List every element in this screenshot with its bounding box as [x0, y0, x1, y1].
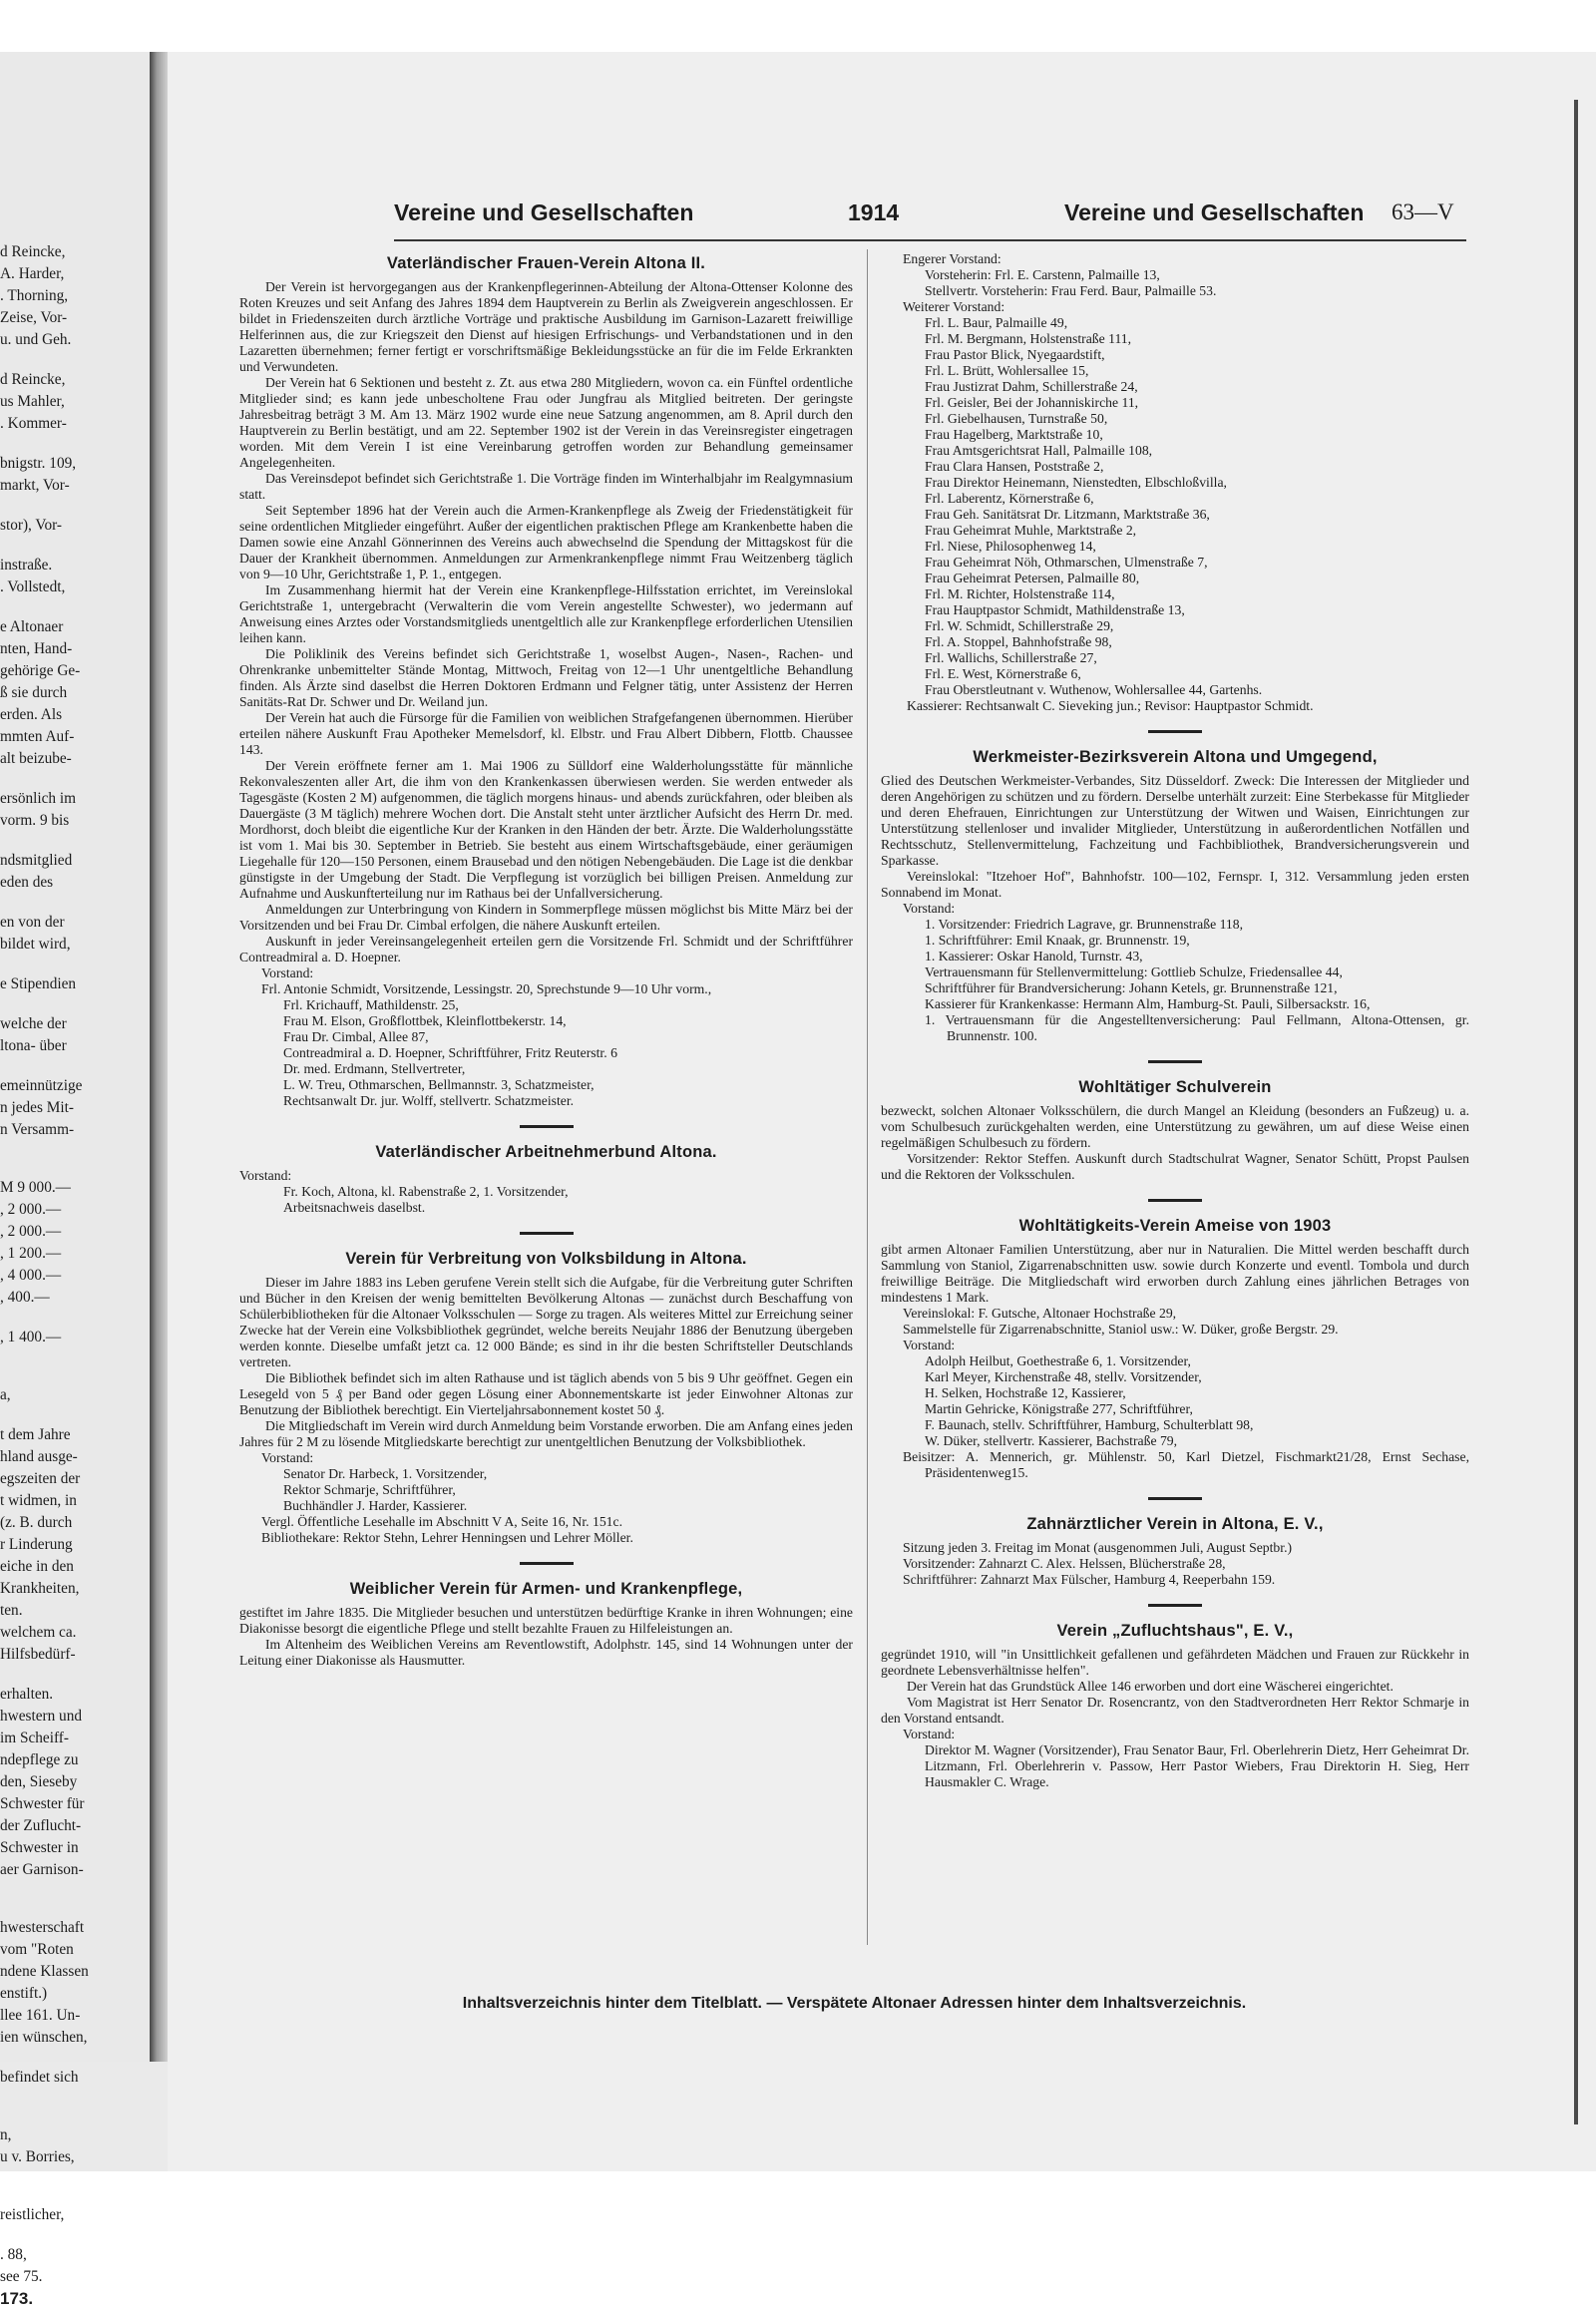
paragraph: gegründet 1910, will "in Unsittlichkeit gefallenen und gefährdeten Mädchen und Frauen zur Rückkehr in geordnete Lebensverhältnisse helfen". [881, 1647, 1469, 1678]
left-strip-line: vom "Roten [0, 1941, 74, 1958]
section-separator [520, 1562, 574, 1565]
left-strip-line [0, 770, 150, 788]
section-separator [1148, 1497, 1202, 1500]
vorstand-member: Schriftführer für Brandversicherung: Johann Ketels, gr. Brunnenstraße 121, [925, 980, 1338, 995]
left-strip-line: erhalten. [0, 1686, 54, 1703]
left-strip-line: Zeise, Vor- [0, 309, 68, 326]
left-page-text [0, 241, 150, 2310]
vorstand-member: Frl. Niese, Philosophenweg 14, [925, 539, 1096, 554]
section-title: Weiblicher Verein für Armen- und Krankenpflege, [349, 1580, 743, 1598]
vorstand-member: Frau Hauptpastor Schmidt, Mathildenstraße 13, [925, 602, 1185, 617]
header-left-title: Vereine und Gesellschaften [394, 199, 694, 225]
vorstand-label: Vorstand: [903, 1338, 956, 1352]
vorstand-label: Weiterer Vorstand: [903, 299, 1005, 314]
vorstand-member: 1. Vertrauensmann für die Angestelltenversicherung: Paul Fellmann, Altona-Ottensen, gr. Brunnenstr. 100. [925, 1012, 1469, 1043]
vorstand-member: Frl. Laberentz, Körnerstraße 6, [925, 491, 1094, 506]
left-strip-line: d Reincke, [0, 243, 66, 260]
vorstand-member: Frau Hagelberg, Marktstraße 10, [925, 427, 1103, 442]
left-strip-line: . Vollstedt, [0, 578, 66, 595]
section-title: Vaterländischer Frauen-Verein Altona II. [386, 254, 706, 272]
left-strip-line: ndepflege zu [0, 1751, 79, 1768]
left-strip-line: M 9 000.— [0, 1179, 71, 1196]
vorstand-members: Direktor M. Wagner (Vorsitzender), Frau Senator Baur, Frl. Oberlehrerin Dietz, Herr Geheimrat Dr. Litzmann, Frl. Oberlehrerin v. Passow, Herr Pastor Wiebers, Frau Direktorin H. Sieg, Herr Hausmakler C. Wrage. [925, 1742, 1469, 1789]
vorstand-member: Frl. L. Baur, Palmaille 49, [925, 315, 1068, 330]
left-strip-line: Schwester in [0, 1839, 79, 1856]
section-title: Werkmeister-Bezirksverein Altona und Umgegend, [973, 748, 1378, 766]
paragraph: Vorsitzender: Rektor Steffen. Auskunft durch Stadtschulrat Wagner, Senator Schütt, Propst Paulsen und die Rektoren der Volksschulen. [881, 1151, 1469, 1182]
vorstand-member: Frau Direktor Heinemann, Nienstedten, Elbschloßvilla, [925, 475, 1227, 490]
left-strip-line: erden. Als [0, 706, 63, 723]
left-strip-line: befindet sich [0, 2069, 79, 2086]
left-strip-line [0, 497, 150, 515]
left-strip-line: ien wünschen, [0, 2029, 88, 2046]
left-strip-line: hwesterschaft [0, 1919, 85, 1936]
info-line: Sitzung jeden 3. Freitag im Monat (ausgenommen Juli, August Septbr.) [903, 1540, 1293, 1555]
section-separator [1148, 1199, 1202, 1202]
paragraph: Der Verein hat das Grundstück Allee 146 erworben und dort eine Wäscherei eingerichtet. [907, 1679, 1394, 1694]
left-strip-line: n, [0, 2126, 12, 2143]
left-strip-line [0, 1666, 150, 1684]
left-strip-line: ersönlich im [0, 790, 77, 807]
section-title: Wohltätigkeits-Verein Ameise von 1903 [1018, 1217, 1332, 1235]
section-title: Vaterländischer Arbeitnehmerbund Altona. [375, 1143, 717, 1161]
left-strip-line [0, 537, 150, 555]
left-strip-line [0, 1309, 150, 1327]
vorstand-member: F. Baunach, stellv. Schriftführer, Hamburg, Schulterblatt 98, [925, 1417, 1254, 1432]
vorstand-member: Frl. Geisler, Bei der Johanniskirche 11, [925, 395, 1139, 410]
header-year: 1914 [848, 199, 900, 225]
note: Bibliothekare: Rektor Stehn, Lehrer Henningsen und Lehrer Möller. [261, 1530, 633, 1545]
left-strip-line [0, 351, 150, 369]
section-title: Wohltätiger Schulverein [1078, 1078, 1272, 1096]
left-strip-line: eiche in den [0, 1558, 74, 1575]
left-strip-line: eden des [0, 874, 54, 891]
paragraph: Im Zusammenhang hiermit hat der Verein eine Krankenpflege-Hilfsstation errichtet, im Vereinslokal Gerichtstraße 1, untergebracht (Verwalterin die vom Verein angestellte Schwester), wo jedermann auf Anweisung eines Arztes oder Vorstandsmitglieds unentgeltlich alle zur Krankenpflege erforderlichen Utensilien leihen kann. [239, 582, 853, 645]
left-strip-line [0, 598, 150, 616]
section-arbeitnehmerbund [239, 1144, 853, 1216]
left-strip-line: t widmen, in [0, 1492, 77, 1509]
left-strip-line: hland ausge- [0, 1448, 78, 1465]
left-strip-line [0, 2226, 150, 2244]
vorstand-label: Vorstand: [903, 901, 956, 916]
left-strip-line: aer Garnison- [0, 1861, 84, 1878]
left-strip-line [0, 2107, 150, 2124]
left-strip-line: stor), Vor- [0, 517, 63, 534]
vorstand-label: Vorstand: [903, 1727, 956, 1741]
vorstand-member: Frau Geheimrat Petersen, Palmaille 80, [925, 571, 1140, 585]
vorstand-member: Buchhändler J. Harder, Kassierer. [283, 1498, 468, 1513]
vorstand-label: Vorstand: [239, 1168, 292, 1183]
vorstand-label: Vorstand: [261, 1450, 314, 1465]
left-strip-line: e Stipendien [0, 975, 77, 992]
left-strip-line: u v. Borries, [0, 2148, 75, 2165]
paragraph: Vom Magistrat ist Herr Senator Dr. Rosencrantz, von den Stadtverordneten Herr Rektor Schmarje in den Vorstand entsandt. [881, 1695, 1469, 1726]
left-strip-line [0, 1406, 150, 1424]
vorstand-member: Dr. med. Erdmann, Stellvertreter, [283, 1061, 466, 1076]
left-strip-line: see 75. [0, 2268, 43, 2285]
section-separator [1148, 1060, 1202, 1063]
left-strip-line: den, Sieseby [0, 1773, 78, 1790]
vorstand-member: Frl. Giebelhausen, Turnstraße 50, [925, 411, 1108, 426]
kassierer-line: Kassierer: Rechtsanwalt C. Sieveking jun.; Revisor: Hauptpastor Schmidt. [907, 698, 1314, 713]
left-strip-line: , 400.— [0, 1289, 50, 1306]
left-strip-line: , 4 000.— [0, 1267, 62, 1284]
left-strip-line: ten. [0, 1602, 23, 1619]
section-separator [1148, 1604, 1202, 1607]
left-strip-line: , 2 000.— [0, 1201, 62, 1218]
section-ameise [881, 1218, 1469, 1481]
vorstand-member: Frau Oberstleutnant v. Wuthenow, Wohlersallee 44, Gartenhs. [925, 682, 1263, 697]
vorstand-member: Stellvertr. Vorsteherin: Frau Ferd. Baur, Palmaille 53. [925, 283, 1217, 298]
vorstand-member: 1. Kassierer: Oskar Hanold, Turnstr. 43, [925, 949, 1143, 963]
paragraph: Seit September 1896 hat der Verein auch die Armen-Krankenpflege als Zweig der Friedenstätigkeit für seine ordentlichen Mitglieder eingeführt. Außer der eigentlichen praktischen Pflege am Krankenbette haben die Damen sowie eine Anzahl Gönnerinnen des Vereins auch abwechselnd die Spendung der Mittagskost für die Dauer der Krankheit übernommen. Anmeldungen zur Armenkrankenpflege nimmt Frau Weitzenberg täglich von 9—10 Uhr, Gerichtstraße 1, P. 1., entgegen. [239, 503, 853, 581]
vorstand-member: Karl Meyer, Kirchenstraße 48, stellv. Vorsitzender, [925, 1369, 1202, 1384]
left-strip-line: t dem Jahre [0, 1426, 71, 1443]
vorstand-member: Frl. E. West, Körnerstraße 6, [925, 666, 1081, 681]
vorstand-member: Frl. M. Bergmann, Holstenstraße 111, [925, 331, 1132, 346]
left-strip-line: a, [0, 1386, 11, 1403]
left-strip-line: welchem ca. [0, 1624, 77, 1641]
left-strip-line [0, 2168, 150, 2186]
vorstand-member: W. Düker, stellvertr. Kassierer, Bachstraße 79, [925, 1433, 1178, 1448]
left-strip-line: . Thorning, [0, 287, 69, 304]
page-footer-note: Inhaltsverzeichnis hinter dem Titelblatt. — Verspätete Altonaer Adressen hinter dem Inhaltsverzeichnis. [462, 1995, 1247, 2012]
vorstand-member: Frau M. Elson, Großflottbek, Kleinflottbekerstr. 14, [283, 1013, 567, 1028]
left-strip-line [0, 1141, 150, 1159]
section-frauenverein [239, 255, 853, 1109]
left-strip-line: markt, Vor- [0, 477, 70, 494]
section-separator [520, 1125, 574, 1128]
right-column [881, 251, 1469, 1790]
running-header [394, 199, 1466, 235]
left-strip-line: r Linderung [0, 1536, 73, 1553]
paragraph: gestiftet im Jahre 1835. Die Mitglieder besuchen und unterstützen bedürftige Kranke in ihren Wohnungen; eine Diakonisse besorgt die eigentliche Pflege und stellt bezahlte Frauen zu Hilfeleistungen an. [239, 1605, 853, 1636]
vorstand-member: Kassierer für Krankenkasse: Hermann Alm, Hamburg-St. Pauli, Silbersackstr. 16, [925, 996, 1371, 1011]
left-strip-line: d Reincke, [0, 371, 66, 388]
vorstand-label: Engerer Vorstand: [903, 251, 1001, 266]
lokal-line: Vereinslokal: F. Gutsche, Altonaer Hochstraße 29, [903, 1306, 1177, 1321]
left-strip-line [0, 832, 150, 850]
paragraph: Der Verein ist hervorgegangen aus der Krankenpflegerinnen-Abteilung der Altona-Ottenser Kolonne des Roten Kreuzes und seit Anfang des Jahres 1894 dem Hauptverein zu Berlin als Zweigverein angeschlossen. Er bildet in Friedenszeiten durch ärztliche Vorträge und praktische Ausbildung im Garnison-Lazarett freiwillige Helferinnen aus, die zur Kriegszeit den Dienst auf hiesigen Erfrischungs- und Verbandstationen und in den Lazaretten übernehmen; ferner fertigt er vorschriftsmäßige Bekleidungsstücke an für die im Felde Erkrankten und Verwundeten. [239, 279, 853, 374]
vorstand-member: Frl. W. Schmidt, Schillerstraße 29, [925, 618, 1114, 633]
left-strip-line: ndsmitglied [0, 852, 73, 869]
section-title: Zahnärztlicher Verein in Altona, E. V., [1026, 1515, 1324, 1533]
section-zufluchtshaus [881, 1623, 1469, 1790]
left-strip-line: alt beizube- [0, 750, 72, 767]
vorstand-member: Adolph Heilbut, Goethestraße 6, 1. Vorsitzender, [925, 1353, 1191, 1368]
left-strip-line: enstift.) [0, 1985, 48, 2002]
section-vorstand-continued [881, 251, 1469, 714]
paragraph: Glied des Deutschen Werkmeister-Verbandes, Sitz Düsseldorf. Zweck: Die Interessen der Mitglieder und deren Angehörigen zu schützen und zu fördern. Derselbe unterhält zurzeit: Eine Sterbekasse für Mitglieder und deren Ehefrauen, Einrichtungen zur Unterstützung der Witwen und Waisen, Einrichtungen zur Unterstützung stellenloser und invalider Mitglieder, Unterstützung in außerordentlichen Notfällen und Rechtsschutz, Stellenvermittelung, Fachzeitung und Fachbibliothek, Brandversicherungsverein und Sparkasse. [881, 773, 1469, 868]
left-strip-line: , 1 400.— [0, 1329, 62, 1346]
section-title: Verein „Zufluchtshaus", E. V., [1056, 1622, 1294, 1640]
left-strip-line: en von der [0, 914, 65, 931]
section-werkmeister [881, 749, 1469, 1044]
section-separator [520, 1232, 574, 1235]
left-strip-line: u. und Geh. [0, 331, 72, 348]
left-strip-line [0, 1366, 150, 1384]
book-gutter [150, 52, 168, 2062]
paragraph: gibt armen Altonaer Familien Unterstützung, aber nur in Naturalien. Die Mittel werden beschafft durch Sammlung von Staniol, Zigarrenabschnitten usw. sowie durch Konzerte und eventl. Tombola und durch freiwillige Beiträge. Die Mitgliedschaft wird erworben durch Zahlung eines jährlichen Betrages von mindestens 1 Mark. [881, 1242, 1469, 1305]
paragraph: Die Bibliothek befindet sich im alten Rathause und ist täglich abends von 5 bis 9 Uhr geöffnet. Gegen ein Lesegeld von 5 ₰ per Band oder gegen Lösung einer Abonnementskarte ist jeder Einwohner Altonas zur Benutzung der Bibliothek berechtigt. Ein Vierteljahrsabonnement kostet 50 ₰. [239, 1370, 853, 1417]
vorstand-member: Frau Dr. Cimbal, Allee 87, [283, 1029, 429, 1044]
left-strip-line: bnigstr. 109, [0, 455, 77, 472]
paragraph: Im Altenheim des Weiblichen Vereins am Reventlowstift, Adolphstr. 145, sind 14 Wohnungen unter der Leitung einer Diakonisse als Hausmutter. [239, 1637, 853, 1668]
vorstand-label: Vorstand: [261, 965, 314, 980]
left-strip-line [0, 1057, 150, 1075]
header-right-title: Vereine und Gesellschaften [1064, 199, 1365, 225]
paragraph: Dieser im Jahre 1883 ins Leben gerufene Verein stellt sich die Aufgabe, für die Verbreitung guter Schriften und Bücher in den Kreisen der wenig bemittelten Bevölkerung Altonas — zunächst durch Beschaffung von Schülerbibliotheken für die Altonaer Volksschulen — Sorge zu tragen. Als weiteres Mittel zur Erreichung seiner Zwecke hat der Verein eine Volksbibliothek gegründet, welche bereits Neujahr 1886 der Benutzung übergeben werden konnte. Dieselbe umfaßt jetzt ca. 12 000 Bände; es sind in ihr die besten Schriftsteller Deutschlands vertreten. [239, 1275, 853, 1369]
info-line: Schriftführer: Zahnarzt Max Fülscher, Hamburg 4, Reeperbahn 159. [903, 1572, 1276, 1587]
left-strip-line [0, 1348, 150, 1366]
vorstand-member: Frau Amtsgerichtsrat Hall, Palmaille 108, [925, 443, 1153, 458]
section-weiblicher-verein [239, 1581, 853, 1669]
section-separator [1148, 730, 1202, 733]
vorstand-member: Frau Clara Hansen, Poststraße 2, [925, 459, 1104, 474]
left-strip-line: egszeiten der [0, 1470, 81, 1487]
vorstand-member: Frl. A. Stoppel, Bahnhofstraße 98, [925, 634, 1112, 649]
vorstand-member: Vertrauensmann für Stellenvermittelung: Gottlieb Schulze, Friedensallee 44, [925, 964, 1343, 979]
left-strip-line: (z. B. durch [0, 1514, 73, 1531]
left-strip-line: A. Harder, [0, 265, 65, 282]
vorstand-member: Arbeitsnachweis daselbst. [283, 1200, 426, 1215]
left-strip-line [0, 2089, 150, 2107]
paragraph: bezweckt, solchen Altonaer Volksschülern, die durch Mangel an Kleidung (besonders an Fußzeug) u. a. vom Schulbesuch zurückgehalten werden, eine Unterstützung zu gewähren, um auf diese Weise einen regelmäßigen Schulbesuch zu fördern. [881, 1103, 1469, 1150]
vorstand-member: Frl. Antonie Schmidt, Vorsitzende, Lessingstr. 20, Sprechstunde 9—10 Uhr vorm., [261, 981, 712, 996]
left-strip-line: n Versamm- [0, 1121, 75, 1138]
paragraph: Der Verein hat 6 Sektionen und besteht z. Zt. aus etwa 280 Mitgliedern, wovon ca. ein Fünftel ordentliche Mitglieder sind; es kann jede unbescholtene Frau oder Jungfrau als Mitglied beitreten. Der geringste Jahresbeitrag beträgt 3 M. Am 13. März 1902 wurde eine neue Satzung angenommen, am 8. April durch den Hauptverein zu Berlin bestätigt, und am 22. September 1902 ist der Verein in das Vereinsregister eingetragen worden. Mit dem Verein I ist eine Vereinbarung getroffen worden zur Behandlung gemeinsamer Angelegenheiten. [239, 375, 853, 470]
left-strip-line: . Kommer- [0, 415, 67, 432]
vorstand-member: Rechtsanwalt Dr. jur. Wolff, stellvertr. Schatzmeister. [283, 1093, 575, 1108]
vorstand-member: Frau Geh. Sanitätsrat Dr. Litzmann, Marktstraße 36, [925, 507, 1210, 522]
vorstand-member: 1. Vorsitzender: Friedrich Lagrave, gr. Brunnenstraße 118, [925, 917, 1244, 932]
left-strip-line [0, 894, 150, 912]
note: Vergl. Öffentliche Lesehalle im Abschnitt V A, Seite 16, Nr. 151c. [261, 1514, 623, 1529]
left-strip-line: welche der [0, 1015, 67, 1032]
left-strip-line: emeinnützige [0, 1077, 83, 1094]
left-strip-line: der Zuflucht- [0, 1817, 82, 1834]
vorstand-member: Frl. L. Brütt, Wohlersallee 15, [925, 363, 1089, 378]
left-strip-line: e Altonaer [0, 618, 64, 635]
left-strip-line: mmten Auf- [0, 728, 75, 745]
left-strip-line [0, 2049, 150, 2067]
left-strip-line: Krankheiten, [0, 1580, 80, 1597]
left-strip-line: ndene Klassen [0, 1963, 89, 1980]
section-title: Verein für Verbreitung von Volksbildung in Altona. [345, 1250, 747, 1268]
left-strip-line: instraße. [0, 557, 53, 574]
left-strip-line [0, 1899, 150, 1917]
vorstand-member: Martin Gehricke, Königstraße 277, Schriftführer, [925, 1401, 1193, 1416]
paragraph: Der Verein eröffnete ferner am 1. Mai 1906 zu Sülldorf eine Walderholungsstätte für männliche Rekonvaleszenten aller Art, die ihm von den Krankenkassen überwiesen werden. Sie werden entweder als Tagesgäste (Kosten 2 M) aufgenommen, die täglich morgens hinaus- und abends zurückfahren, oder bleiben als Dauergäste (3 M täglich) mehrere Wochen dort. Die Anstalt steht unter ärztlicher Aufsicht des Herrn Dr. med. Mordhorst, doch bleibt die eigentliche Kur der Kranken in den Händen der betr. Ärzte. Die Walderholungsstätte ist vom 1. Mai bis 30. September in Betrieb. Sie besteht aus einem Wirtschaftsgebäude, einer geräumigen Liegehalle für 120—150 Personen, einem Brausebad und den nötigen Nebengebäuden. Die Lage ist die denkbar günstigste in der Umgebung der Stadt. Die Verpflegung ist vorzüglich bei billigen Preisen. Anmeldung zur Aufnahme und Auskunfterteilung nur im Rathaus bei der Unfallversicherung. [239, 758, 853, 901]
left-strip-line [0, 995, 150, 1013]
left-strip-line [0, 956, 150, 973]
vorstand-member: Frl. Wallichs, Schillerstraße 27, [925, 650, 1097, 665]
left-strip-line: , 1 200.— [0, 1245, 62, 1262]
left-strip-line [0, 1159, 150, 1177]
weiterer-vorstand-list [881, 315, 1469, 698]
paragraph: Die Poliklinik des Vereins befindet sich Gerichtstraße 1, woselbst Augen-, Nasen-, Rachen- und Ohrenkranke unbemittelter Stände Montag, Mittwoch, Freitag von 12—1 Uhr unentgeltliche Behandlung finden. Als Ärzte sind daselbst die Herren Doktoren Erdmann und Felgner tätig, unter Assistenz der Herren Sanitäts-Rat Dr. Schwer und Dr. Weiland jun. [239, 646, 853, 709]
left-strip-line: us Mahler, [0, 393, 65, 410]
left-strip-line: reistlicher, [0, 2206, 65, 2223]
vorstand-member: Frau Pastor Blick, Nyegaardstift, [925, 347, 1105, 362]
vorstand-member: Frau Geheimrat Nöh, Othmarschen, Ulmenstraße 7, [925, 555, 1208, 570]
vorstand-member: Rektor Schmarje, Schriftführer, [283, 1482, 456, 1497]
page-number: 63—V [1392, 199, 1454, 224]
vorstand-member: Vorsteherin: Frl. E. Carstenn, Palmaille 13, [925, 267, 1160, 282]
left-strip-line: nten, Hand- [0, 640, 73, 657]
paragraph: Der Verein hat auch die Fürsorge für die Familien von weiblichen Strafgefangenen übernommen. Hierüber erteilen nähere Auskunft Frau Apotheker Memelsdorf, kl. Elbstr. und Frau Albert Dibbern, Flottb. Chaussee 143. [239, 710, 853, 757]
section-volksbildung [239, 1251, 853, 1546]
vorstand-member: H. Selken, Hochstraße 12, Kassierer, [925, 1385, 1126, 1400]
lokal-line: Sammelstelle für Zigarrenabschnitte, Staniol usw.: W. Düker, große Bergstr. 29. [903, 1322, 1339, 1337]
paragraph: Auskunft in jeder Vereinsangelegenheit erteilen gern die Vorsitzende Frl. Schmidt und der Schriftführer Contreadmiral a. D. Hoepner. [239, 934, 853, 964]
info-line: Vorsitzender: Zahnarzt C. Alex. Helssen, Blücherstraße 28, [903, 1556, 1226, 1571]
left-column [239, 251, 853, 1669]
left-strip-line [0, 1881, 150, 1899]
left-strip-line: ß sie durch [0, 684, 68, 701]
left-strip-line: n jedes Mit- [0, 1099, 74, 1116]
left-strip-line [0, 2186, 150, 2204]
beisitzer-line: Beisitzer: A. Mennerich, gr. Mühlenstr. 50, Karl Dietzel, Fischmarkt21/28, Ernst Sechase, Präsidentenweg15. [903, 1449, 1469, 1480]
header-rule [394, 239, 1466, 241]
left-strip-line: hwestern und [0, 1708, 82, 1725]
paragraph: Die Mitgliedschaft im Verein wird durch Anmeldung beim Vorstande erworben. Die am Anfang eines jeden Jahres für 2 M zu lösende Mitgliedskarte berechtigt zur unentgeltlichen Benutzung der Volksbibliothek. [239, 1418, 853, 1449]
vorstand-member: Frl. Krichauff, Mathildenstr. 25, [283, 997, 459, 1012]
left-strip-line: bildet wird, [0, 936, 71, 953]
left-strip-line: gehörige Ge- [0, 662, 81, 679]
left-strip-line: Schwester für [0, 1795, 85, 1812]
left-strip-line: im Scheiff- [0, 1730, 69, 1746]
section-zahnaerztlicher-verein [881, 1516, 1469, 1588]
left-page-number: 173. [0, 2289, 34, 2308]
paragraph: Anmeldungen zur Unterbringung von Kindern in Sommerpflege müssen möglichst bis Mitte März bei der Vorsitzenden und bei Frau Dr. Cimbal erfolgen, die nähere Auskunft erteilen. [239, 902, 853, 933]
vorstand-member: Frl. M. Richter, Holstenstraße 114, [925, 586, 1115, 601]
vorstand-member: Fr. Koch, Altona, kl. Rabenstraße 2, 1. Vorsitzender, [283, 1184, 569, 1199]
vorstand-member: L. W. Treu, Othmarschen, Bellmannstr. 3, Schatzmeister, [283, 1077, 595, 1092]
left-strip-line: Hilfsbedürf- [0, 1646, 76, 1663]
vorstand-member: Frau Justizrat Dahm, Schillerstraße 24, [925, 379, 1138, 394]
page-edge-line [1574, 100, 1578, 2124]
section-schulverein [881, 1079, 1469, 1183]
paragraph: Vereinslokal: "Itzehoer Hof", Bahnhofstr. 100—102, Fernspr. I, 312. Versammlung jeden ersten Sonnabend im Monat. [881, 869, 1469, 900]
left-strip-line [0, 435, 150, 453]
left-page-fragment [0, 52, 150, 2308]
left-strip-line: vorm. 9 bis [0, 812, 70, 829]
vorstand-member: 1. Schriftführer: Emil Knaak, gr. Brunnenstr. 19, [925, 933, 1190, 948]
left-strip-line: llee 161. Un- [0, 2007, 81, 2024]
paragraph: Das Vereinsdepot befindet sich Gerichtstraße 1. Die Vorträge finden im Winterhalbjahr im Realgymnasium statt. [239, 471, 853, 502]
vorstand-member: Contreadmiral a. D. Hoepner, Schriftführer, Fritz Reuterstr. 6 [283, 1045, 617, 1060]
left-strip-line: . 88, [0, 2246, 27, 2263]
left-strip-line: , 2 000.— [0, 1223, 62, 1240]
left-strip-line: ltona- über [0, 1037, 67, 1054]
column-divider [867, 249, 868, 1945]
vorstand-member: Frau Geheimrat Muhle, Marktstraße 2, [925, 523, 1137, 538]
vorstand-member: Senator Dr. Harbeck, 1. Vorsitzender, [283, 1466, 488, 1481]
